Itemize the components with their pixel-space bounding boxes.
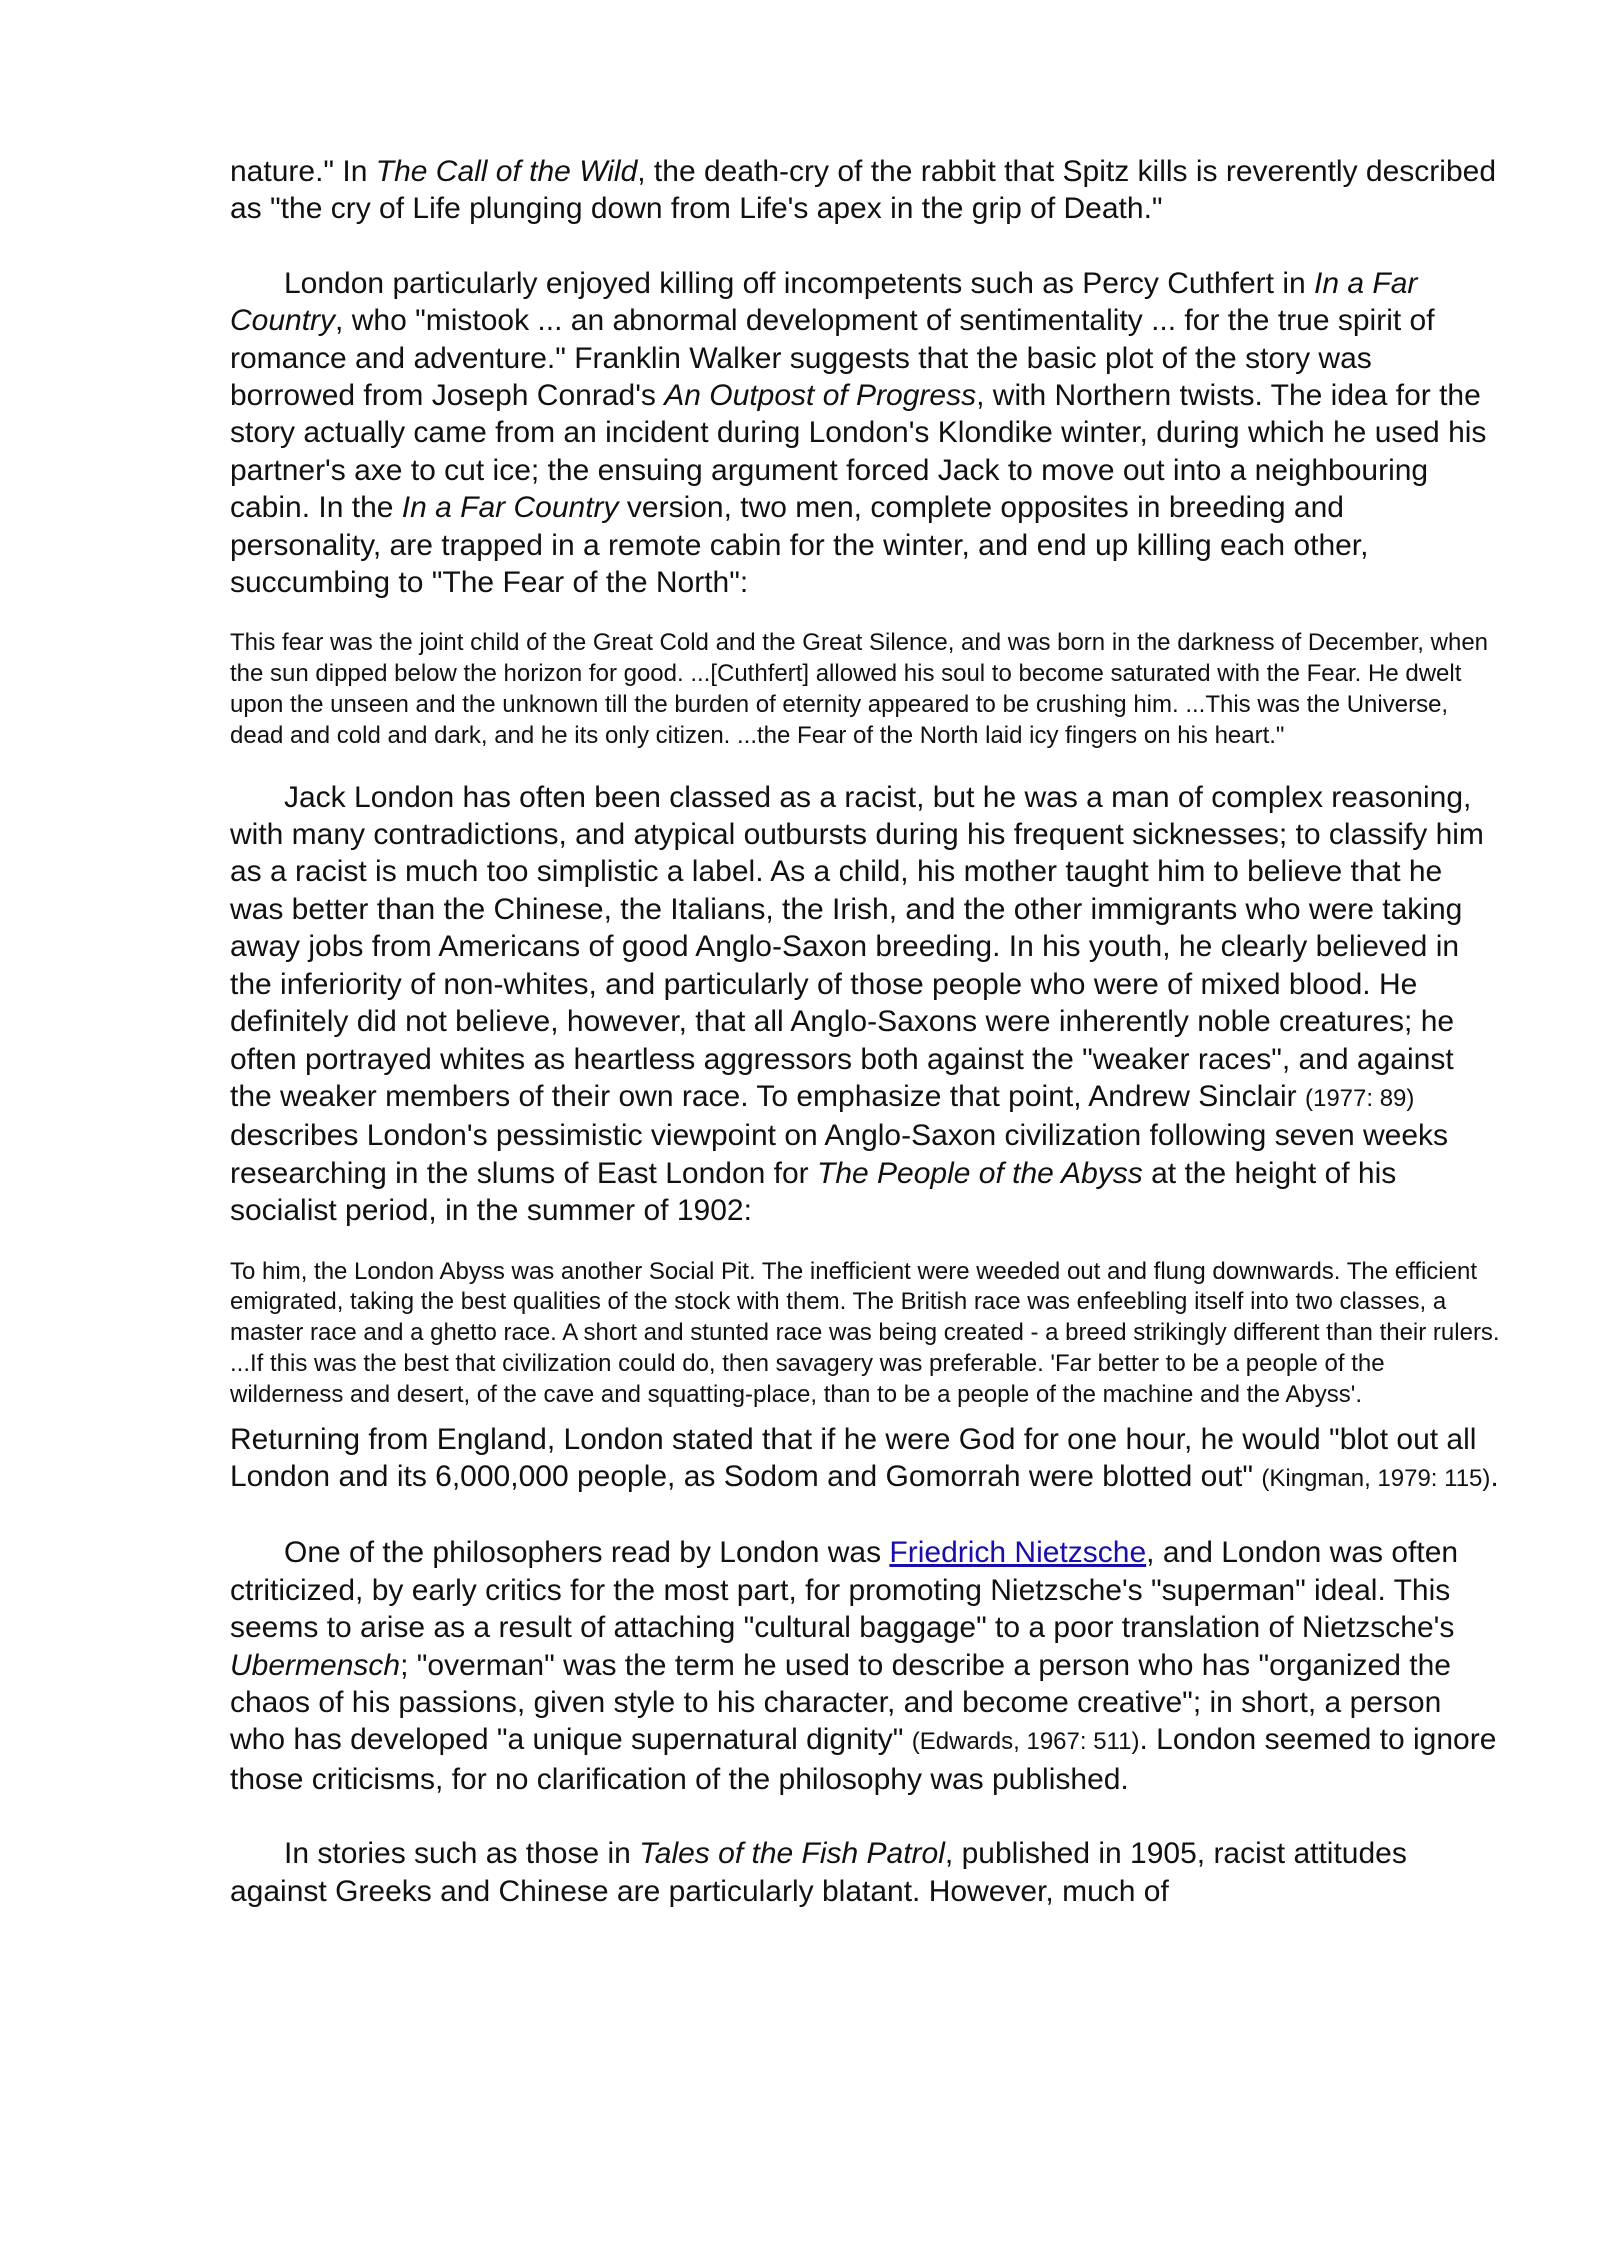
text: In stories such as those in xyxy=(284,1837,640,1871)
text: describes London's pessimistic viewpoint on Anglo-Saxon civilization following seven weeks researching in the slums of East London for xyxy=(230,1119,1449,1190)
citation: (Edwards, 1967: 511) xyxy=(911,1728,1140,1756)
text: Returning from England, London stated that if he were God for one hour, he would "blot out all London and its 6,000,000 people, as Sodom and Gomorrah were blotted out" xyxy=(230,1422,1477,1493)
paragraph-in-a-far-country xyxy=(230,265,1500,602)
text: at the height of his socialist period, in the summer of 1902: xyxy=(230,1156,1397,1228)
book-title: The People of the Abyss xyxy=(817,1156,1143,1190)
paragraph-call-of-the-wild xyxy=(230,153,1500,228)
document-page xyxy=(230,153,1500,1910)
text: One of the philosophers read by London was xyxy=(284,1536,890,1570)
text: version, two men, complete opposites in breeding and personality, are trapped in a remote cabin for the winter, and end up killing each other, succumbing to "The Fear of the North": xyxy=(230,491,1369,600)
text: London particularly enjoyed killing off incompetents such as Percy Cuthfert in xyxy=(284,266,1315,300)
paragraph-fish-patrol xyxy=(230,1835,1500,1910)
story-title: An Outpost of Progress xyxy=(664,379,977,413)
story-title: In a Far Country xyxy=(401,491,619,525)
nietzsche-link[interactable]: Friedrich Nietzsche xyxy=(889,1536,1147,1570)
text: , who "mistook ... an abnormal development of sentimentality ... for the true spirit of romance and adventure." Franklin Walker suggests that the basic plot of the story was borrowed from Joseph Conrad's xyxy=(230,304,1435,413)
text: , the death-cry of the rabbit that Spitz kills is reverently described as "the cry of Life plunging down from Life's apex in the grip of Death." xyxy=(230,155,1497,226)
citation: (1977: 89) xyxy=(1304,1084,1415,1112)
text: . London seemed to ignore those criticisms, for no clarification of the philosophy was published. xyxy=(230,1723,1497,1796)
block-quote-london-abyss: To him, the London Abyss was another Social Pit. The inefficient were weeded out and flung downwards. The efficient emigrated, taking the best qualities of the stock with them. The British race was enfeebling itself into two classes, a master race and a ghetto race. A short and stunted race was being created - a breed strikingly different than their rulers. ...If this was the best that civilization could do, then savagery was preferable. 'Far better to be a people of the wilderness and desert, of the cave and squatting-place, than to be a people of the machine and the Abyss'. xyxy=(230,1257,1500,1408)
block-quote-fear-of-the-north: This fear was the joint child of the Great Cold and the Great Silence, and was born in the darkness of December, when the sun dipped below the horizon for good. ...[Cuthfert] allowed his soul to become saturated with the Fear. He dwelt upon the unseen and the unknown till the burden of eternity appeared to be crushing him. ...This was the Universe, dead and cold and dark, and he its only citizen. ...the Fear of the North laid icy fingers on his heart." xyxy=(230,629,1489,749)
text: . xyxy=(1490,1459,1499,1493)
term: Ubermensch xyxy=(230,1648,401,1682)
text: Jack London has often been classed as a racist, but he was a man of complex reasoning, with many contradictions, and atypical outbursts during his frequent sicknesses; to classify him as a racist is much too simplistic a label. As a child, his mother taught him to believe that he was better than the Chinese, the Italians, the Irish, and the other immigrants who were taking away jobs from Americans of good Anglo-Saxon breeding. In his youth, he clearly believed in the inferiority of non-whites, and particularly of those people who were of mixed blood. He definitely did not believe, however, that all Anglo-Saxons were inherently noble creatures; he often portrayed whites as heartless aggressors both against the "weaker races", and against the weaker members of their own race. To emphasize that point, Andrew Sinclair xyxy=(230,780,1484,1113)
paragraph-returning-from-england xyxy=(230,1421,1500,1498)
text: nature." In xyxy=(230,155,376,188)
paragraph-nietzsche xyxy=(230,1534,1500,1798)
story-title: In a Far Country xyxy=(230,266,1418,338)
text: ; "overman" was the term he used to describe a person who has "organized the chaos of his passions, given style to his character, and become creative"; in short, a person who has developed "a unique supernatural dignity" xyxy=(230,1648,1451,1757)
paragraph-racism xyxy=(230,779,1500,1230)
text: , with Northern twists. The idea for the story actually came from an incident during London's Klondike winter, during which he used his partner's axe to cut ice; the ensuing argument forced Jack to move out into a neighbouring cabin. In the xyxy=(230,379,1487,525)
text: , and London was often ctriticized, by early critics for the most part, for promoting Nietzsche's "superman" ideal. This seems to arise as a result of attaching "cultural baggage" to a poor translation of Nietzsche's xyxy=(230,1536,1459,1645)
text: , published in 1905, racist attitudes against Greeks and Chinese are particularly blatant. However, much of xyxy=(230,1837,1407,1908)
citation: (Kingman, 1979: 115) xyxy=(1261,1464,1491,1492)
book-title: Tales of the Fish Patrol xyxy=(639,1837,945,1871)
book-title: The Call of the Wild xyxy=(375,155,638,188)
